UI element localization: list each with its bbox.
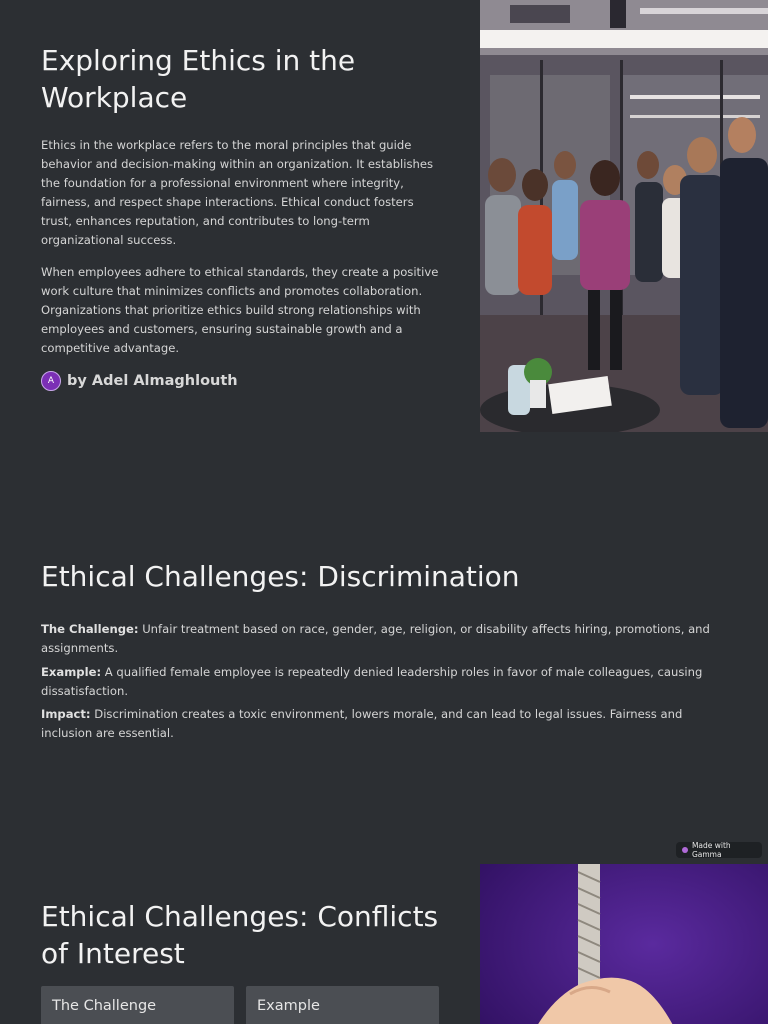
card-label: Example <box>257 998 320 1014</box>
item-label: Example: <box>41 665 102 679</box>
avatar: A <box>41 371 61 391</box>
made-with-gamma-badge[interactable] <box>676 842 762 858</box>
slide-conflicts-of-interest <box>0 864 768 1024</box>
author-byline <box>41 371 238 391</box>
item-label: The Challenge: <box>41 622 139 636</box>
badge-label: Made with Gamma <box>691 841 731 859</box>
office-team-photo <box>480 0 768 432</box>
card-label: The Challenge <box>52 998 157 1014</box>
item-label: Impact: <box>41 707 91 721</box>
intro-paragraph-2: When employees adhere to ethical standards, they create a positive work culture that minimizes conflicts and promotes collaboration. Organizations that prioritize ethics build strong relationships with employees and customers, ensuring sustainable growth and a competitive advantage. <box>41 265 439 355</box>
intro-paragraph-1: Ethics in the workplace refers to the moral principles that guide behavior and decision-making within an organization. It establishes the foundation for a professional environment where integrity, fairness, and respect shape interactions. Ethical conduct fosters trust, enhances reputation, and contributes to long-term organizational success. <box>41 138 434 247</box>
slide-title: Ethical Challenges: Discrimination <box>41 560 520 593</box>
challenge-card <box>41 986 234 1024</box>
item-text: A qualified female employee is repeatedly denied leadership roles in favor of male colleagues, causing dissatisfaction. <box>41 665 703 698</box>
slide-discrimination <box>0 432 768 832</box>
slide-intro <box>0 0 768 432</box>
example-item <box>41 663 731 701</box>
item-text: Discrimination creates a toxic environment, lowers morale, and can lead to legal issues. Fairness and inclusion are essential. <box>41 707 683 740</box>
rope-hand-image <box>480 864 768 1024</box>
author-name: by Adel Almaghlouth <box>67 373 238 389</box>
challenge-item <box>41 620 731 658</box>
impact-item <box>41 705 731 743</box>
gamma-logo-icon <box>682 847 688 853</box>
item-text: Unfair treatment based on race, gender, age, religion, or disability affects hiring, promotions, and assignments. <box>41 622 710 655</box>
slide-title: Ethical Challenges: Conflicts of Interest <box>41 900 439 970</box>
slide-title: Exploring Ethics in the Workplace <box>41 44 356 114</box>
example-card <box>246 986 439 1024</box>
